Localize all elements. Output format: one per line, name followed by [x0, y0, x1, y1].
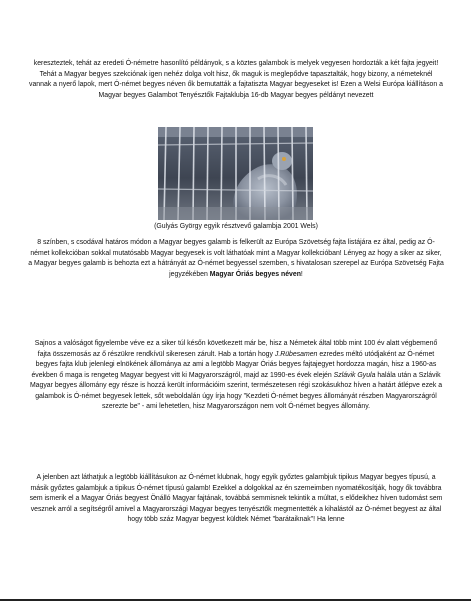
paragraph-europe-list — [28, 238, 444, 280]
pigeon-cage-photo — [158, 127, 313, 220]
paragraph-history-part-c: halála után a Szlávik Magyar begyes állomány egy része is hozzá került információim szerint, természetesen régi szokásukhoz híven a határt átlépve ezek a galambok is Ó-német begyesek lettek, sőt weboldalán úgy írja hogy "Kezdeti Ó-német begyes állományát részben Magyarországról szerezte be" - ami lehetetlen, hisz Magyarországon nem volt Ó-német begyes állomány. — [29, 371, 443, 410]
page-bottom-rule — [0, 599, 471, 601]
paragraph-intro: kereszteztek, tehát az eredeti Ó-németre hasonlító példányok, s a köztes galambok is melyek vegyesen hordozták a két fajta jegyeit! Tehát a Magyar begyes szekciónak igen nehéz dolga volt hisz, ők maguk is meglepődve tapasztalták, hogy bizony, a németeknél vannak a nyerő lapok, mert Ó-német begyes néven ők bemutatták a fajtatiszta Magyar begyeseket is! Ezen a Welsi Európa kiállításon a Magyar begyes Galambot Tenyésztők Fajtaklubja 16-db Magyar begyes példányt nevezett — [29, 60, 443, 99]
breed-name-bold: Magyar Óriás begyes néven — [209, 270, 301, 278]
paragraph-history-part-b: ezredes méltó utódjaként az Ó-német begyes fajta klub jelenlegi elnökének állománya az ami a legtöbb Magyar Óriás begyes fajtajegyet hordozza magán, hisz a 1960-as években ő maga is rengeteg Magyar begyest vitt ki Magyarországról, majd az 1990-es évek elején — [31, 350, 437, 379]
photo-caption: (Gulyás György egyik résztvevő galambja 2001 Wels) — [154, 223, 318, 230]
person-name-rubesamen: J.Rübesamen — [274, 350, 318, 358]
person-name-szlavik: Szlávik Gyula — [333, 371, 376, 379]
pigeon-cage-image — [158, 127, 313, 220]
paragraph-history-part-a: Sajnos a valóságot figyelembe véve ez a siker túl későn következett már be, hisz a Németek által több mint 100 év alatt végbemenő fajta összemosás az ő részükre rendkívül sikeresen zárult. Hab a tortán hogy — [34, 340, 438, 358]
paragraph-history — [28, 339, 444, 413]
paragraph-europe-list-end: ! — [300, 270, 303, 278]
paragraph-europe-list-text: 8 színben, s csodával határos módon a Magyar begyes galamb is felkerült az Európa Szövetség fajta listájára ez által, pedig az Ó-német kollekcióban sokkal mutatósabb Magyar begyesek is volt láthatóak mint a Magyar kollekcióban! Lényeg az hogy a siker az siker, a Magyar begyes galamb is behozta ezt a hátrányát az Ó-német begyessel szemben, s hivatalosan szerepel az Európa Szövetség Fajta jegyzékében — [28, 239, 444, 278]
paragraph-present: A jelenben azt láthatjuk a legtöbb kiállításukon az Ó-német klubnak, hogy egyik győztes galambjuk tipikus Magyar begyes típusú, a másik győztes galambjuk a tipikus Ó-német típusú galamb! Ezekkel a dolgokkal az én szemeimben nyomatékosítják, hogy ők továbbra sem ismerik el a Magyar Óriás begyest Önálló Magyar fajtának, továbbá semmisnek tekintik a múltat, s elődeikhez híven tudomást sem vesznek arról a segítségről amivel a Magyarországi Magyar begyes tenyésztők megmentették a kihalástól az Ó-német begyest az által hogy több száz Magyar begyest küldtek Német "barátaiknak"! Ha lenne — [29, 474, 443, 523]
